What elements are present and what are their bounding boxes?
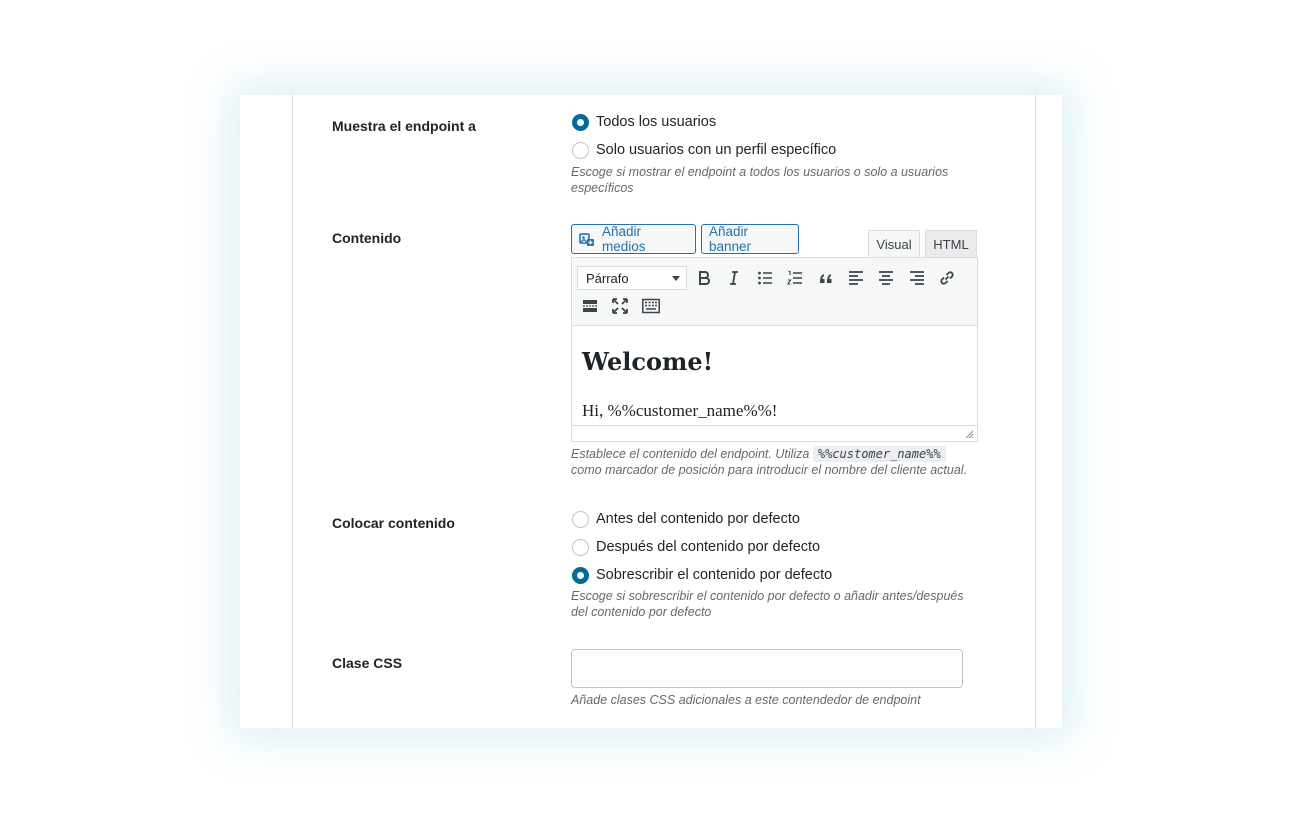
css-class-input[interactable] <box>571 649 963 688</box>
content-label: Contenido <box>332 230 402 246</box>
tab-visual[interactable]: Visual <box>868 230 920 258</box>
radio-after-content[interactable] <box>572 537 820 557</box>
bullet-list-icon[interactable] <box>753 266 777 290</box>
align-left-icon[interactable] <box>844 266 868 290</box>
description-line <box>571 447 967 463</box>
radio-button-checked[interactable] <box>572 114 589 131</box>
resize-handle-icon[interactable] <box>964 429 974 439</box>
visibility-description <box>571 165 948 196</box>
radio-button[interactable] <box>572 511 589 528</box>
editor-content-area[interactable] <box>572 327 977 427</box>
link-icon[interactable] <box>935 266 959 290</box>
visibility-label: Muestra el endpoint a <box>332 118 476 134</box>
radio-button[interactable] <box>572 539 589 556</box>
caret-down-icon <box>672 276 680 281</box>
radio-label: Todos los usuarios <box>596 114 717 130</box>
css-class-description: Añade clases CSS adicionales a este contendedor de endpoint <box>571 693 921 707</box>
bold-icon[interactable] <box>692 266 716 290</box>
description-line: del contenido por defecto <box>571 604 712 619</box>
description-line: Escoge si sobrescribir el contenido por defecto o añadir antes/después <box>571 589 964 603</box>
description-line: específicos <box>571 180 634 195</box>
read-more-icon[interactable] <box>578 294 602 318</box>
editor-toolbar <box>572 258 977 326</box>
format-select[interactable] <box>577 266 687 290</box>
rich-text-editor <box>571 257 978 442</box>
radio-button-checked[interactable] <box>572 567 589 584</box>
right-divider <box>1035 95 1036 728</box>
radio-specific-role[interactable] <box>572 140 836 160</box>
align-center-icon[interactable] <box>874 266 898 290</box>
add-banner-label: Añadir banner <box>709 224 752 254</box>
radio-label: Después del contenido por defecto <box>596 539 821 555</box>
description-line: Escoge si mostrar el endpoint a todos los usuarios o solo a usuarios <box>571 165 949 179</box>
numbered-list-icon[interactable] <box>783 266 807 290</box>
align-right-icon[interactable] <box>905 266 929 290</box>
radio-button[interactable] <box>572 142 589 159</box>
radio-before-content[interactable] <box>572 509 800 529</box>
fullscreen-icon[interactable] <box>608 294 632 318</box>
radio-label: Solo usuarios con un perfil específico <box>596 142 837 158</box>
placement-label: Colocar contenido <box>332 515 455 531</box>
add-banner-button[interactable] <box>701 224 799 254</box>
radio-all-users[interactable] <box>572 112 716 132</box>
add-media-icon <box>579 231 596 248</box>
radio-overwrite-content[interactable] <box>572 565 832 585</box>
left-divider <box>292 95 293 728</box>
content-paragraph: Hi, %%customer_name%%! <box>582 401 778 420</box>
placeholder-code: %%customer_name%% <box>813 446 946 462</box>
description-text: Establece el contenido del endpoint. Utiliza <box>571 447 810 461</box>
settings-card <box>240 95 1062 728</box>
keyboard-icon[interactable] <box>639 294 663 318</box>
content-description <box>571 447 967 478</box>
radio-label: Sobrescribir el contenido por defecto <box>596 567 833 583</box>
add-media-label: Añadir medios <box>601 224 646 254</box>
description-line: como marcador de posición para introducir el nombre del cliente actual. <box>571 462 968 477</box>
add-media-button[interactable] <box>571 224 696 254</box>
italic-icon[interactable] <box>722 266 746 290</box>
radio-label: Antes del contenido por defecto <box>596 511 800 527</box>
blockquote-icon[interactable] <box>814 266 838 290</box>
editor-statusbar <box>572 425 977 441</box>
css-class-label: Clase CSS <box>332 655 403 671</box>
tab-html[interactable]: HTML <box>925 230 977 258</box>
format-select-value: Párrafo <box>586 270 629 286</box>
content-heading: Welcome! <box>582 347 714 376</box>
placement-description <box>571 589 964 620</box>
